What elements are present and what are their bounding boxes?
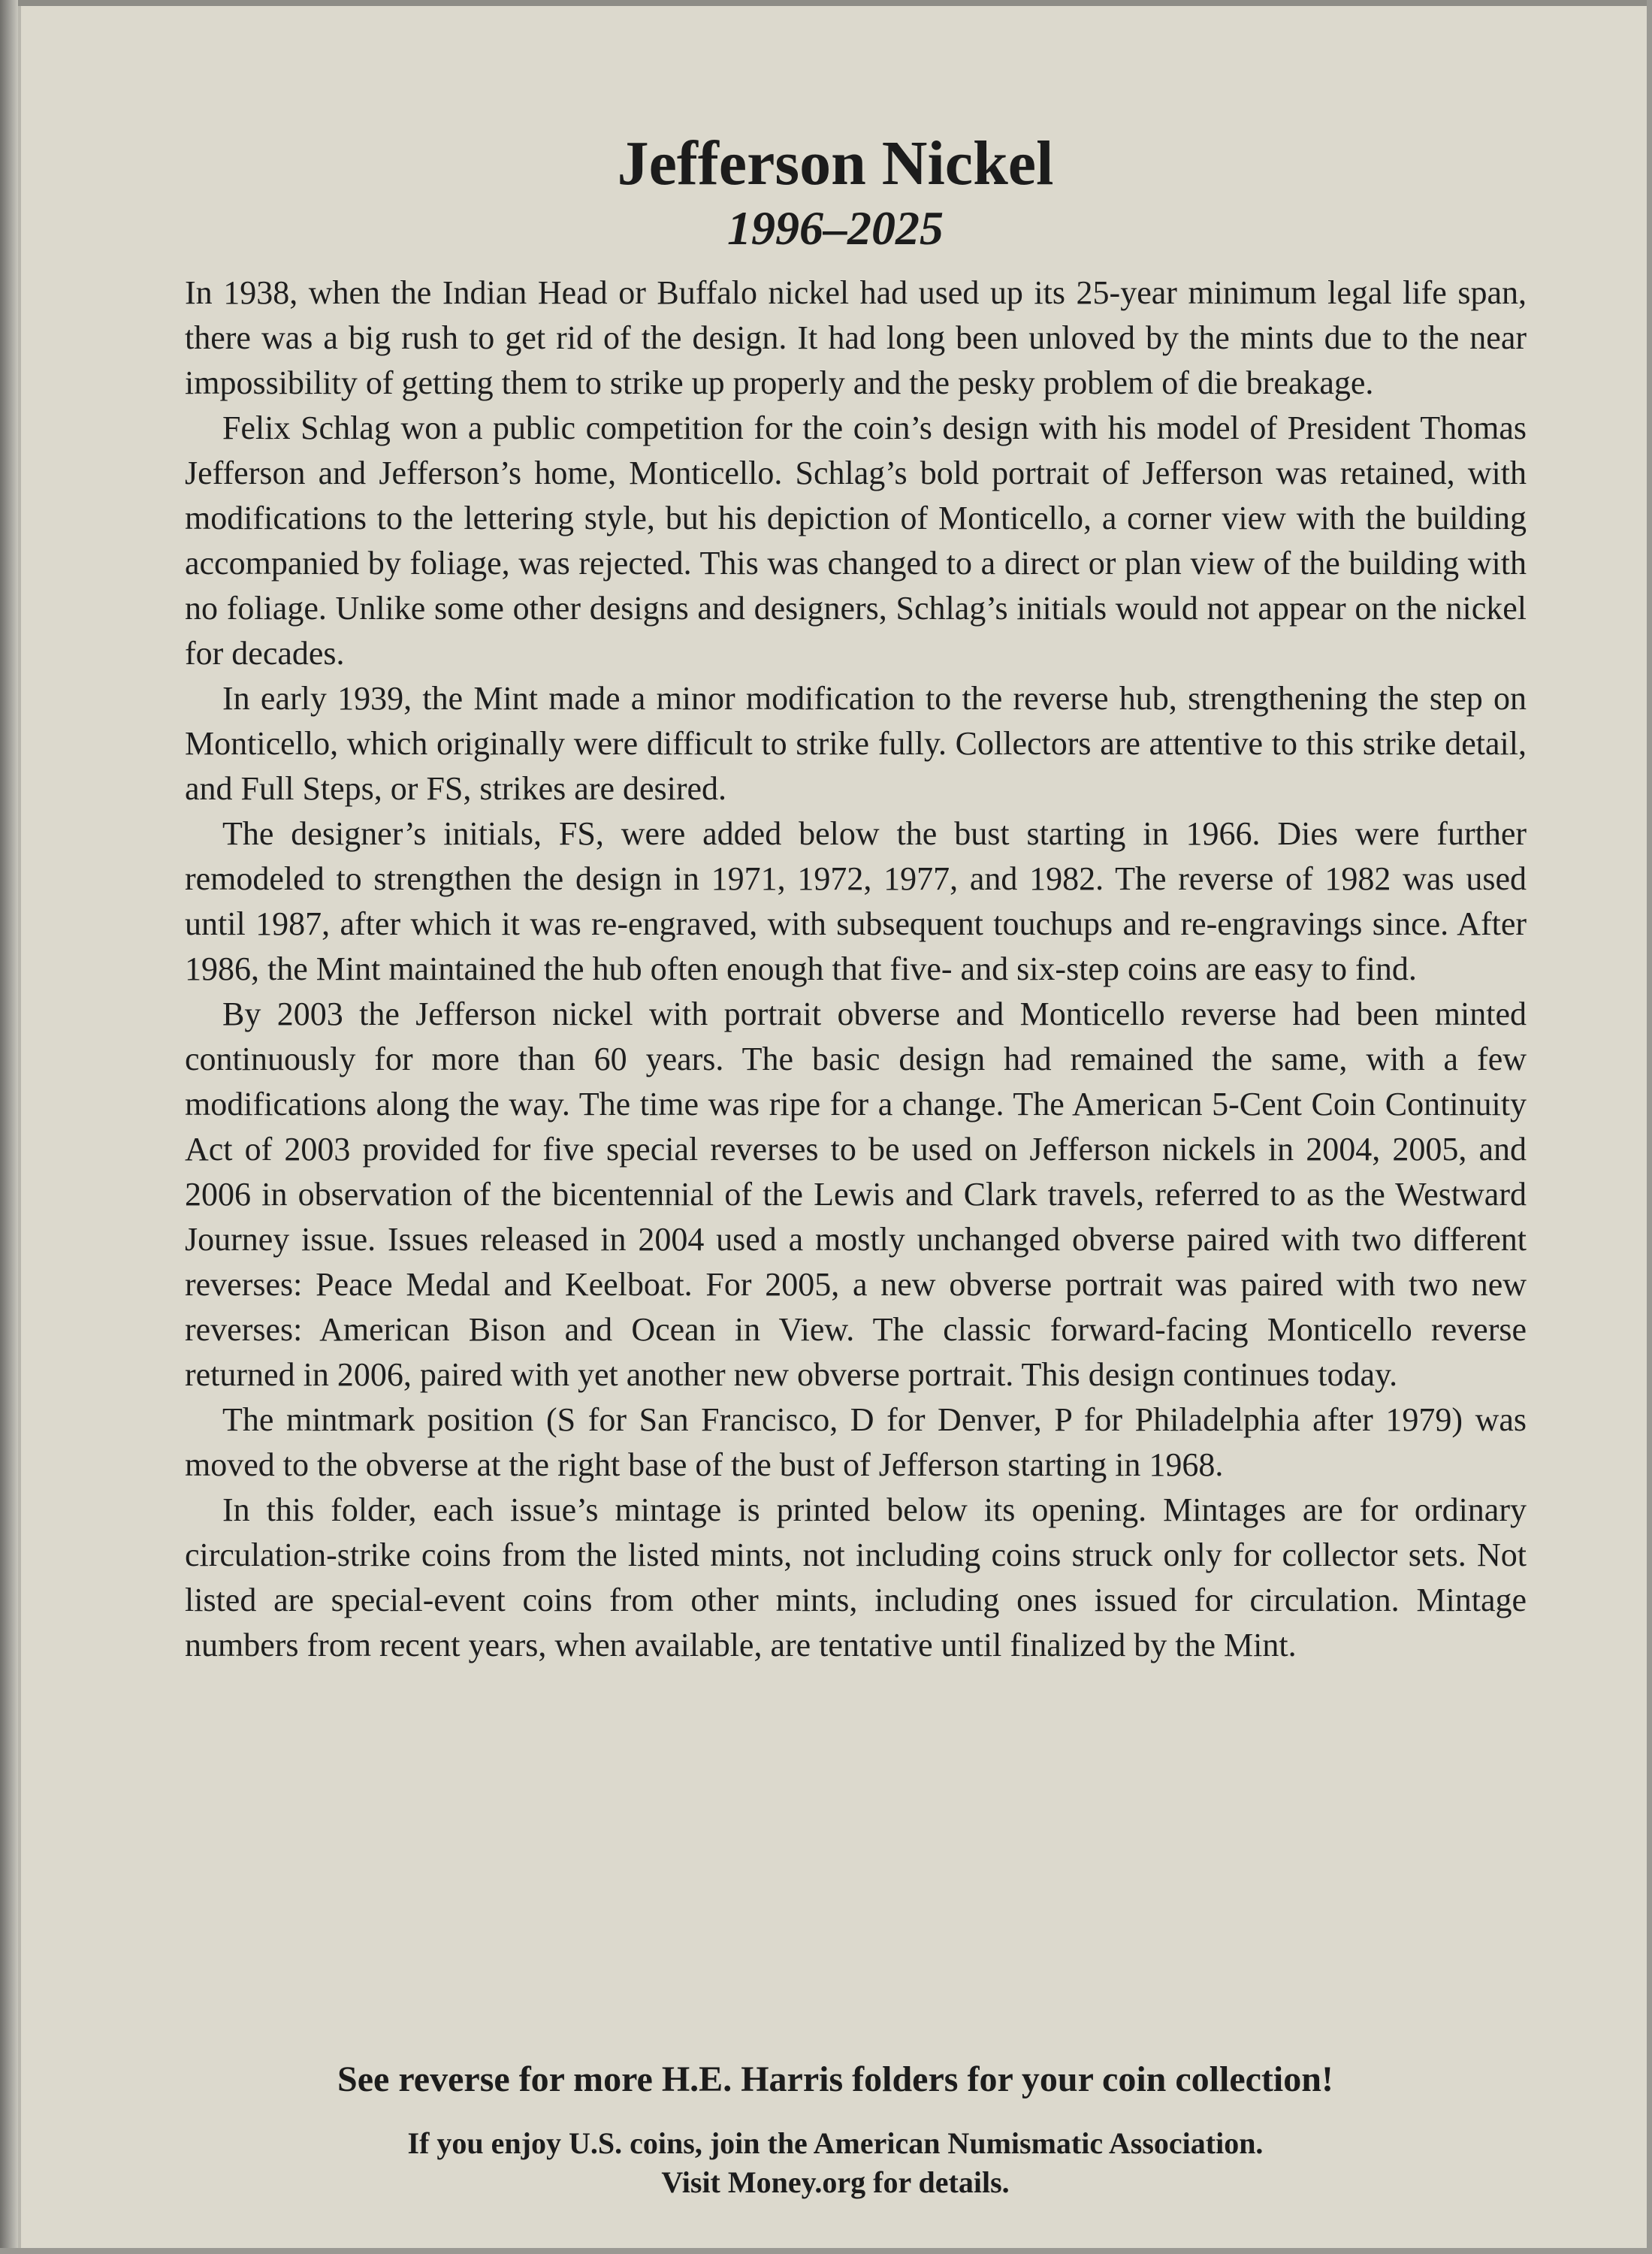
article-body [185, 270, 1527, 1668]
folder-page [18, 6, 1647, 2248]
paragraph-mintages: In this folder, each issue’s mintage is printed below its opening. Mintages are for ordinary circulation-strike coins from the listed mints, not including coins struck only for collector sets. Not listed are special-event coins from other mints, including ones issued for circulation. Mintage numbers from recent years, when available, are tentative until finalized by the Mint. [185, 1491, 1527, 1663]
ana-join-line: If you enjoy U.S. coins, join the American Numismatic Association. [407, 2126, 1264, 2160]
paragraph-initials: The designer’s initials, FS, were added below the bust starting in 1966. Dies were further remodeled to strengthen the design in 1971, 1972, 1977, and 1982. The reverse of 1982 was used until 1987, after which it was re-engraved, with subsequent touchups and re-engravings since. After 1986, the Mint maintained the hub often enough that five- and six-step coins are easy to find. [185, 815, 1527, 987]
paragraph-history: In 1938, when the Indian Head or Buffalo nickel had used up its 25-year minimum legal life span, there was a big rush to get rid of the design. It had long been unloved by the mints due to the near impossibility of getting them to strike up properly and the pesky problem of die breakage. [185, 274, 1527, 401]
right-page-edge [1647, 0, 1652, 2254]
paragraph-mintmark: The mintmark position (S for San Francisco, D for Denver, P for Philadelphia after 1979) was moved to the obverse at the right base of the bust of Jefferson starting in 1968. [185, 1401, 1527, 1483]
paragraph-westward-journey: By 2003 the Jefferson nickel with portrait obverse and Monticello reverse had been minted continuously for more than 60 years. The basic design had remained the same, with a few modifications along the way. The time was ripe for a change. The American 5-Cent Coin Continuity Act of 2003 provided for five special reverses to be used on Jefferson nickels in 2004, 2005, and 2006 in observation of the bicentennial of the Lewis and Clark travels, referred to as the Westward Journey issue. Issues released in 2004 used a mostly unchanged obverse paired with two different reverses: Peace Medal and Keelboat. For 2005, a new obverse portrait was paired with two new reverses: American Bison and Ocean in View. The classic forward-facing Monticello reverse returned in 2006, paired with yet another new obverse portrait. This design continues today. [185, 996, 1527, 1393]
binding-edge [0, 0, 18, 2254]
bottom-page-edge [0, 2248, 1652, 2254]
ana-visit-line: Visit Money.org for details. [661, 2165, 1010, 2199]
page-title: Jefferson Nickel [617, 128, 1054, 198]
date-range-subtitle: 1996–2025 [727, 201, 944, 255]
paragraph-design: Felix Schlag won a public competition for the coin’s design with his model of President Thomas Jefferson and Jefferson’s home, Monticello. Schlag’s bold portrait of Jefferson was retained, with modifications to the lettering style, but his depiction of Monticello, a corner view with the building accompanied by foliage, was rejected. This was changed to a direct or plan view of the building with no foliage. Unlike some other designs and designers, Schlag’s initials would not appear on the nickel for decades. [185, 409, 1527, 672]
promo-line: See reverse for more H.E. Harris folders for your coin collection! [337, 2059, 1333, 2099]
ana-notice [21, 2124, 1650, 2202]
paragraph-full-steps: In early 1939, the Mint made a minor modification to the reverse hub, strengthening the step on Monticello, which originally were difficult to strike fully. Collectors are attentive to this strike detail, and Full Steps, or FS, strikes are desired. [185, 680, 1527, 807]
